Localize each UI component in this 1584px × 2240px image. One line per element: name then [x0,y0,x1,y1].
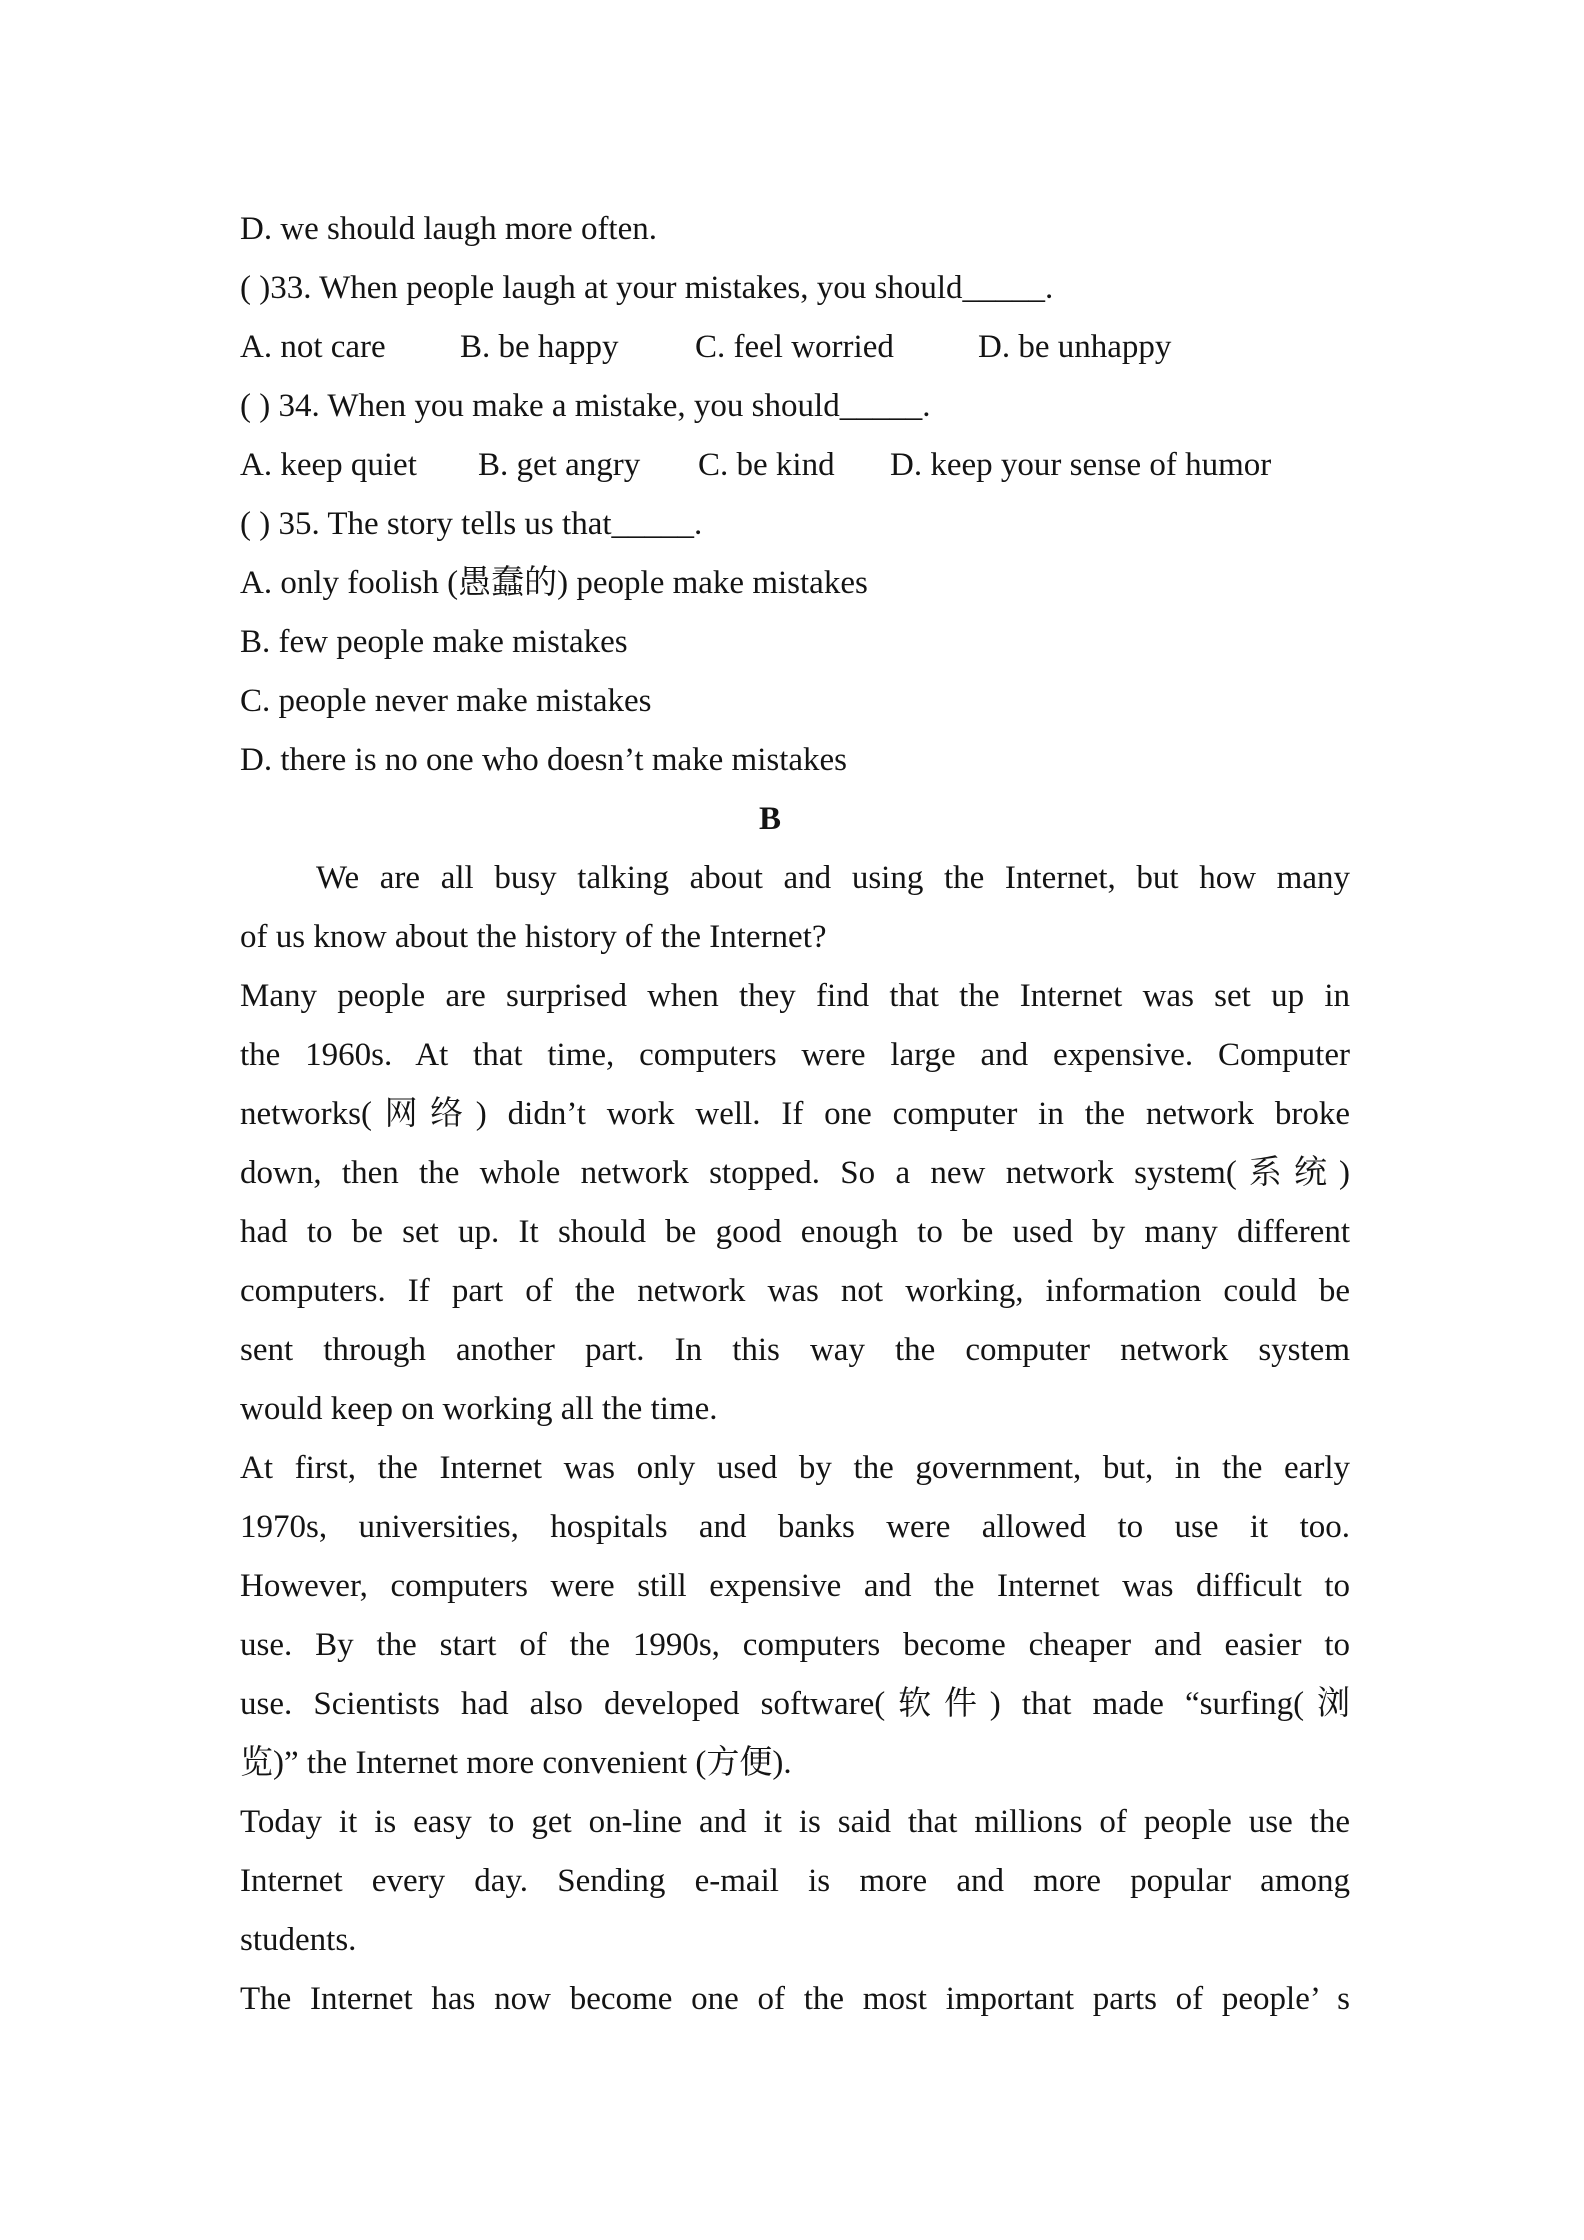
q35-stem: ( ) 35. The story tells us that_____. [240,506,703,542]
section-b-heading: B [758,801,781,837]
q33-option-d: D. be unhappy [978,329,1172,365]
q33-options [240,318,1350,377]
passage-line: 览)” the Internet more convenient (方便). [240,1745,792,1781]
q33-option-c: C. feel worried [695,329,894,365]
passage-line: would keep on working all the time. [240,1391,718,1427]
passage-line: computers. If part of the network was not working, information could be [240,1273,1350,1309]
passage-line: sent through another part. In this way the computer network system [240,1332,1350,1368]
passage-line: networks(网络) didn’t work well. If one computer in the network broke [240,1096,1350,1132]
q33-option-a: A. not care [240,329,386,365]
passage-line: Many people are surprised when they find that the Internet was set up in [240,978,1350,1014]
passage-line: had to be set up. It should be good enough to be used by many different [240,1214,1350,1250]
q34-options [240,436,1350,495]
q34-option-b: B. get angry [478,447,641,483]
q35-option-c: C. people never make mistakes [240,683,652,719]
q35-option-a: A. only foolish (愚蠢的) people make mistakes [240,565,868,601]
passage-line: 1970s, universities, hospitals and banks were allowed to use it too. [240,1509,1350,1545]
q33-stem: ( )33. When people laugh at your mistakes, you should_____. [240,270,1054,306]
q34-option-a: A. keep quiet [240,447,417,483]
passage-line: use. Scientists had also developed software(软件) that made “surfing(浏 [240,1686,1350,1722]
passage-line: down, then the whole network stopped. So a new network system(系统) [240,1155,1350,1191]
q33-option-b: B. be happy [460,329,619,365]
passage-line: Internet every day. Sending e-mail is more and more popular among [240,1863,1350,1899]
passage-line: of us know about the history of the Internet? [240,919,827,955]
passage-line: the 1960s. At that time, computers were large and expensive. Computer [240,1037,1350,1073]
passage-line: We are all busy talking about and using the Internet, but how many [316,860,1350,896]
q32-option-d: D. we should laugh more often. [240,211,657,247]
q35-option-d: D. there is no one who doesn’t make mistakes [240,742,848,778]
q34-option-c: C. be kind [698,447,835,483]
passage-line: students. [240,1922,357,1958]
passage-line: use. By the start of the 1990s, computers become cheaper and easier to [240,1627,1350,1663]
q35-option-b: B. few people make mistakes [240,624,628,660]
passage-line: Today it is easy to get on-line and it is said that millions of people use the [240,1804,1350,1840]
q34-option-d: D. keep your sense of humor [890,447,1272,483]
passage-line: However, computers were still expensive and the Internet was difficult to [240,1568,1350,1604]
passage-line: The Internet has now become one of the most important parts of people’ s [240,1981,1350,2017]
passage-line: At first, the Internet was only used by the government, but, in the early [240,1450,1350,1486]
q34-stem: ( ) 34. When you make a mistake, you should_____. [240,388,931,424]
document-page [240,200,1350,2029]
